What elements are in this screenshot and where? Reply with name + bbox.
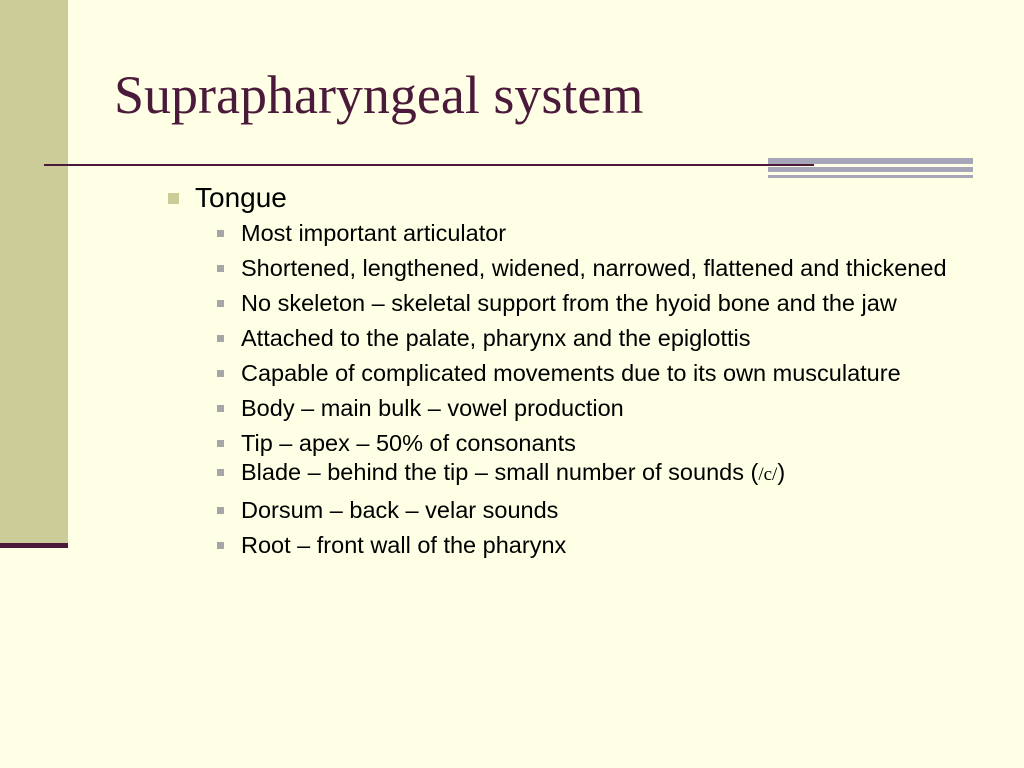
left-accent-band [0, 0, 68, 543]
list-item [241, 219, 961, 247]
title-underline [44, 164, 814, 166]
square-bullet-icon [217, 507, 224, 514]
list-item-text: Dorsum – back – velar sounds [241, 497, 559, 523]
blade-text-suffix: ) [777, 459, 786, 485]
square-bullet-icon [168, 193, 179, 204]
list-item-text: Tip – apex – 50% of consonants [241, 430, 576, 456]
square-bullet-icon [217, 230, 224, 237]
list-item-text: Most important articulator [241, 220, 507, 246]
list-item [241, 289, 961, 317]
square-bullet-icon [217, 405, 224, 412]
decorative-bar-bottom [768, 175, 973, 178]
list-item [241, 254, 961, 282]
list-item [241, 531, 961, 559]
list-item [241, 324, 961, 352]
square-bullet-icon [217, 440, 224, 447]
left-accent-band-base [0, 543, 68, 548]
list-item [241, 429, 961, 457]
list-item-text: Capable of complicated movements due to its own musculature [241, 360, 901, 386]
level1-item-tongue [166, 181, 966, 215]
blade-text-prefix: Blade – behind the tip – small number of sounds ( [241, 459, 759, 485]
list-item-text: No skeleton – skeletal support from the hyoid bone and the jaw [241, 290, 897, 316]
list-item-text: Body – main bulk – vowel production [241, 395, 624, 421]
list-item [241, 496, 961, 524]
slide-body [166, 181, 966, 566]
list-item [241, 359, 961, 387]
list-item-text: Attached to the palate, pharynx and the epiglottis [241, 325, 751, 351]
list-item-blade [241, 458, 961, 489]
sub-bullet-list [166, 219, 966, 559]
ipa-symbol: /c/ [758, 464, 778, 485]
square-bullet-icon [217, 370, 224, 377]
slide-title: Suprapharyngeal system [114, 65, 644, 125]
list-item-text: Shortened, lengthened, widened, narrowed, flattened and thickened [241, 255, 947, 281]
square-bullet-icon [217, 542, 224, 549]
decorative-bar-middle [768, 167, 973, 172]
decorative-bar-top [768, 158, 973, 164]
square-bullet-icon [217, 265, 224, 272]
list-item [241, 394, 961, 422]
square-bullet-icon [217, 469, 224, 476]
square-bullet-icon [217, 335, 224, 342]
square-bullet-icon [217, 300, 224, 307]
list-item-text: Root – front wall of the pharynx [241, 532, 567, 558]
level1-label: Tongue [195, 182, 287, 213]
